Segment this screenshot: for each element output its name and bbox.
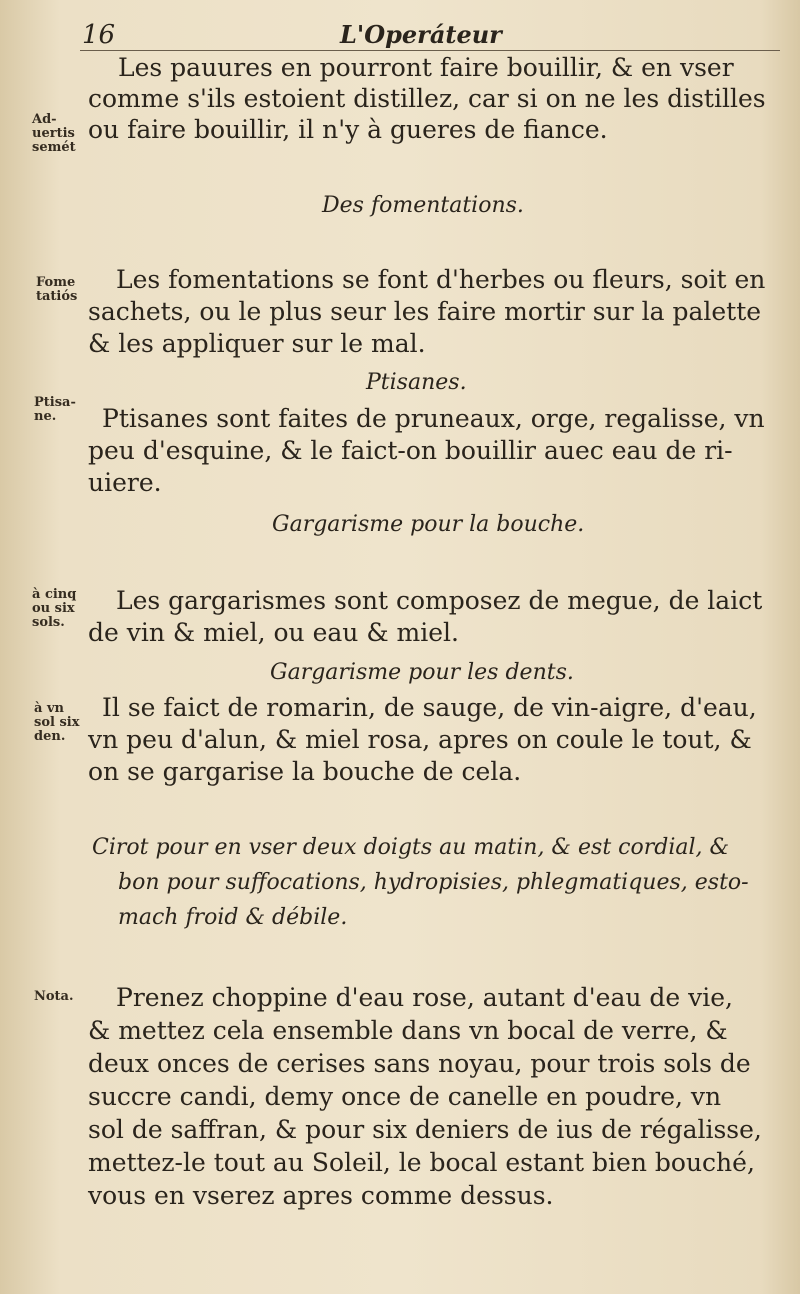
body-line: Les pauures en pourront faire bouillir, & en vser — [118, 53, 734, 82]
body-line: Prenez choppine d'eau rose, autant d'eau de vie, — [116, 983, 734, 1012]
body-line: peu d'esquine, & le faict-on bouillir auec eau de ri- — [88, 436, 733, 465]
body-line: & mettez cela ensemble dans vn bocal de verre, & — [88, 1016, 728, 1045]
section-heading: bon pour suffocations, hydropisies, phlegmatiques, esto- — [118, 870, 749, 895]
margin-note-line: tatiós — [36, 289, 78, 304]
body-line: Ptisanes sont faites de pruneaux, orge, regalisse, vn — [102, 404, 765, 433]
margin-note-line: Ad- — [32, 112, 57, 127]
body-line: Il se faict de romarin, de sauge, de vin-aigre, d'eau, — [102, 693, 757, 722]
section-heading: Des fomentations. — [322, 193, 524, 218]
body-line: sachets, ou le plus seur les faire mortir sur la palette — [88, 297, 762, 326]
running-title: L'Operáteur — [340, 20, 502, 49]
margin-note — [34, 396, 76, 424]
margin-note-line: Nota. — [34, 989, 74, 1004]
body-line: deux onces de cerises sans noyau, pour trois sols de — [88, 1049, 751, 1078]
margin-note — [34, 990, 74, 1004]
section-heading: mach froid & débile. — [118, 905, 348, 930]
margin-note-line: à cinq — [32, 587, 77, 602]
section-heading: Gargarisme pour les dents. — [270, 660, 574, 685]
margin-note — [32, 113, 76, 155]
page-header — [80, 10, 780, 51]
body-line: vn peu d'alun, & miel rosa, apres on coule le tout, & — [88, 725, 752, 754]
body-line: mettez-le tout au Soleil, le bocal estant bien bouché, — [88, 1148, 755, 1177]
body-line: comme s'ils estoient distillez, car si on ne les distilles — [88, 84, 766, 113]
body-line: vous en vserez apres comme dessus. — [88, 1181, 554, 1210]
page-number: 16 — [82, 20, 116, 50]
body-line: & les appliquer sur le mal. — [88, 329, 426, 358]
section-heading: Gargarisme pour la bouche. — [272, 512, 585, 537]
body-line: Les gargarismes sont composez de megue, de laict — [116, 586, 763, 615]
margin-note-line: den. — [34, 729, 66, 744]
margin-note-line: sol six — [34, 715, 80, 730]
margin-note-line: sols. — [32, 615, 65, 630]
body-line: uiere. — [88, 468, 162, 497]
body-line: sol de saffran, & pour six deniers de ius de régalisse, — [88, 1115, 762, 1144]
margin-note — [34, 702, 79, 744]
margin-note — [36, 276, 77, 304]
margin-note-line: ne. — [34, 409, 57, 424]
margin-note-line: ou six — [32, 601, 75, 616]
section-heading: Cirot pour en vser deux doigts au matin, & est cordial, & — [92, 835, 730, 860]
margin-note-line: à vn — [34, 701, 64, 716]
margin-note — [32, 588, 76, 630]
body-line: Les fomentations se font d'herbes ou fleurs, soit en — [116, 265, 766, 294]
margin-note-line: uertis — [32, 126, 75, 141]
body-line: de vin & miel, ou eau & miel. — [88, 618, 459, 647]
body-line: on se gargarise la bouche de cela. — [88, 757, 522, 786]
margin-note-line: semét — [32, 140, 76, 155]
margin-note-line: Fome — [36, 275, 76, 290]
body-line: succre candi, demy once de canelle en poudre, vn — [88, 1082, 722, 1111]
section-heading: Ptisanes. — [366, 370, 467, 395]
margin-note-line: Ptisa- — [34, 395, 76, 410]
body-line: ou faire bouillir, il n'y à gueres de fiance. — [88, 115, 608, 144]
